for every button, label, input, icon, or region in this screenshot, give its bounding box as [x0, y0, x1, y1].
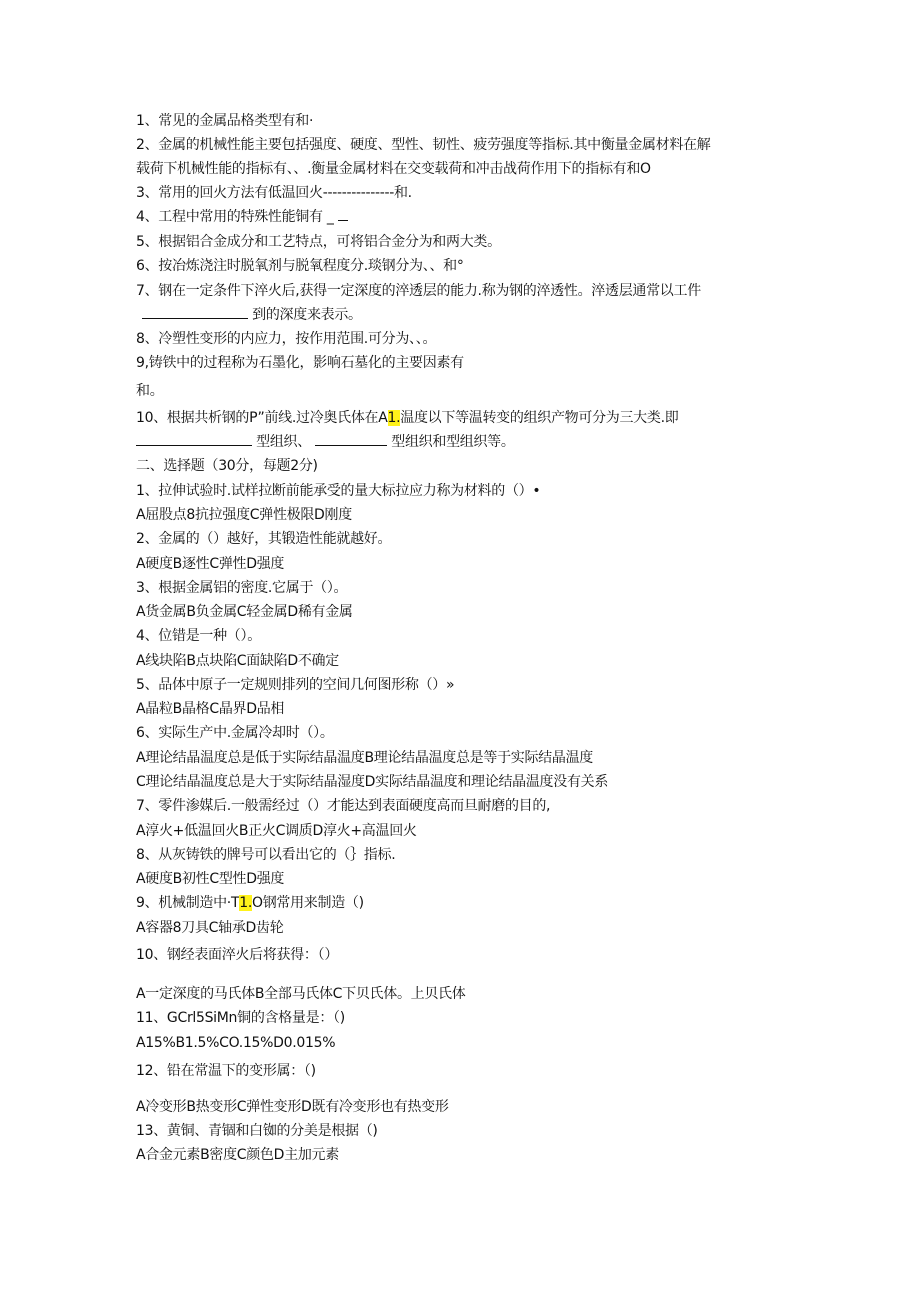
line-text: 10、根据共析钢的P”前线.过冷奥氏体在A: [136, 410, 388, 426]
blank-underline: [142, 306, 248, 319]
text-line: 7、钢在一定条件下淬火后,获得一定深度的淬透层的能力.称为钢的淬透性。淬透层通常以工件: [136, 283, 701, 299]
text-line: 8、冷塑性变形的内应力，按作用范围.可分为、、。: [136, 331, 437, 347]
question-line: [136, 894, 364, 912]
line-text: 温度以下等温转变的组织产物可分为三大类.即: [400, 410, 679, 426]
line-text: 型组织和型组织等。: [391, 434, 515, 450]
question-line: 1、拉伸试验时.试样拉断前能承受的量大标拉应力称为材料的（）•: [136, 483, 541, 499]
line-text: 4、工程中常用的特殊性能铜有 _: [136, 209, 334, 225]
highlighted-text: 1.: [239, 895, 252, 911]
text-line: [136, 208, 348, 226]
text-line: 9,铸铁中的过程称为石墨化，影响石墓化的主要因素有: [136, 355, 464, 371]
text-line: 3、常用的回火方法有低温回火---------------和.: [136, 185, 412, 201]
question-line: 12、铅在常温下的变形属：（): [136, 1063, 316, 1079]
line-text: 型组织、: [256, 434, 311, 450]
question-line: 13、黄铜、青锢和白铷的分美是根据（): [136, 1123, 378, 1139]
question-line: 6、实际生产中.金属冷却时（）。: [136, 725, 334, 741]
question-line: 10、钢经表面淬火后将获得：（）: [136, 947, 339, 963]
option-line: A容器8刀具C轴承D齿轮: [136, 920, 284, 936]
text-line: 1、常见的金属品格类型有和·: [136, 113, 314, 129]
line-text: O钢常用来制造（): [251, 895, 364, 911]
line-text: 到的深度来表示。: [252, 307, 362, 323]
option-line: A晶粒B晶格C晶界D品相: [136, 701, 285, 717]
blank-underline: [136, 433, 252, 446]
question-line: 3、根据金属铝的密度.它属于（）。: [136, 580, 348, 596]
question-line: 4、位错是一种（）。: [136, 628, 261, 644]
option-line: A货金属B负金属C轻金属D稀有金属: [136, 604, 353, 620]
text-line: 5、根据铝合金成分和工艺特点，可将铝合金分为和两大类。: [136, 234, 501, 250]
option-line: A线块陷B点块陷C面缺陷D不确定: [136, 653, 339, 669]
blank-underline: [315, 433, 387, 446]
option-line: A硬度B逐性C弹性D强度: [136, 556, 285, 572]
highlighted-text: 1.: [387, 410, 401, 426]
option-line: A屈股点8抗拉强度C弹性极限D刚度: [136, 507, 352, 523]
option-line: A硬度B初性C型性D强度: [136, 871, 285, 887]
text-line: [136, 306, 362, 324]
option-line: A一定深度的马氏体B全部马氏体C下贝氏体。上贝氏体: [136, 986, 466, 1002]
option-line: A15%B1.5%CO.15%D0.015%: [136, 1035, 336, 1051]
blank-underline: [338, 208, 348, 221]
text-line: 2、金属的机械性能主要包括强度、硬度、型性、韧性、疲劳强度等指标.其中衡量金属材料在解: [136, 137, 711, 153]
section-heading: 二、选择题（30分，每题2分): [136, 458, 318, 474]
line-text: 9、机械制造中·T: [136, 895, 240, 911]
text-line: 和。: [136, 383, 164, 399]
option-line: A合金元素B密度C颜色D主加元素: [136, 1147, 339, 1163]
option-line: A淳火+低温回火B正火C调质D淳火+高温回火: [136, 823, 417, 839]
text-line: 6、按冶炼浇注时脱氧剂与脱氧程度分.琰钢分为、、和°: [136, 258, 464, 274]
question-line: 5、品体中原子一定规则排列的空间几何图形称（）»: [136, 677, 455, 693]
text-line: 载荷下机械性能的指标有、、.衡量金属材料在交变载荷和冲击战荷作用下的指标有和O: [136, 161, 651, 177]
question-line: 8、从灰铸铁的牌号可以看出它的（｝指标.: [136, 847, 396, 863]
text-line: [136, 433, 515, 451]
option-line: A冷变形B热变形C弹性变形D既有冷变形也有热变形: [136, 1099, 449, 1115]
question-line: 7、零件渗媒后.一般需经过（）才能达到表面硬度高而旦耐磨的目的,: [136, 798, 551, 814]
text-line: [136, 409, 678, 427]
option-line: A理论结晶温度总是低于实际结晶温度B理论结晶温度总是等于实际结晶温度: [136, 750, 593, 766]
question-line: 2、金属的（）越好，其锻造性能就越好。: [136, 531, 392, 547]
option-line: C理论结晶温度总是大于实际结晶湿度D实际结晶温度和理论结晶温度没有关系: [136, 774, 609, 790]
question-line: 11、GCrl5SiMn铜的含格量是：（): [136, 1010, 345, 1026]
